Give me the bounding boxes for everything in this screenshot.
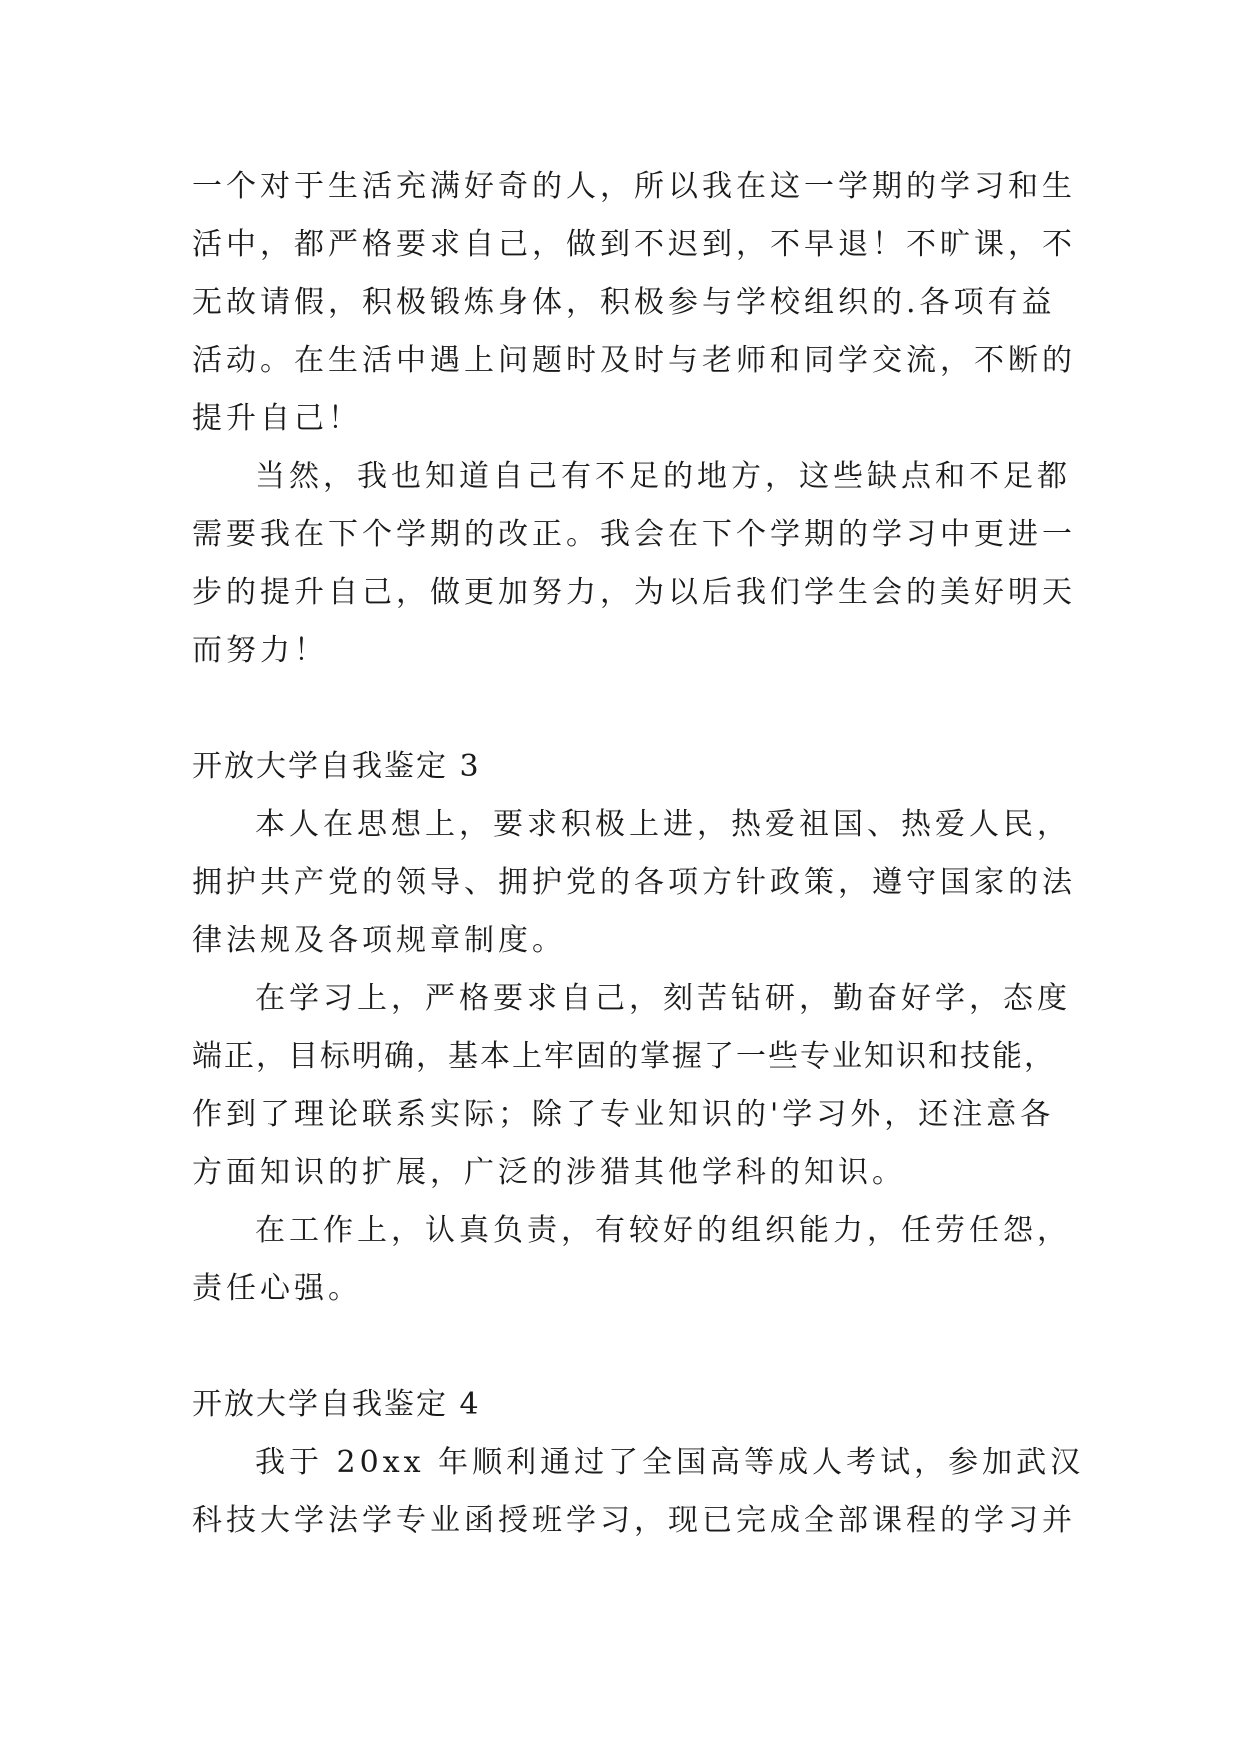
text-line: 我于 20xx 年顺利通过了全国高等成人考试，参加武汉 — [255, 1445, 1085, 1480]
text-line: 责任心强。 — [192, 1271, 362, 1306]
paragraph-life — [192, 158, 1076, 448]
paragraph-shortcomings — [192, 448, 1076, 680]
text-line: 活中，都严格要求自己，做到不迟到，不早退！不旷课，不 — [192, 227, 1076, 262]
section-spacer — [192, 680, 1054, 738]
section-heading: 开放大学自我鉴定 3 — [192, 749, 481, 784]
paragraph-study — [192, 970, 1071, 1202]
text-line: 律法规及各项规章制度。 — [192, 923, 566, 958]
text-line: 方面知识的扩展，广泛的涉猎其他学科的知识。 — [192, 1155, 906, 1190]
section-3 — [192, 738, 1076, 1318]
text-line: 步的提升自己，做更加努力，为以后我们学生会的美好明天 — [192, 575, 1076, 610]
text-line: 需要我在下个学期的改正。我会在下个学期的学习中更进一 — [192, 517, 1076, 552]
text-line: 端正，目标明确，基本上牢固的掌握了一些专业知识和技能， — [192, 1039, 1056, 1074]
text-line: 而努力！ — [192, 633, 328, 668]
document-body — [192, 158, 1085, 1550]
text-line: 无故请假，积极锻炼身体，积极参与学校组织的.各项有益 — [192, 285, 1056, 320]
section-heading: 开放大学自我鉴定 4 — [192, 1387, 481, 1422]
paragraph-work — [192, 1202, 1071, 1318]
text-line: 本人在思想上，要求积极上进，热爱祖国、热爱人民， — [255, 807, 1071, 842]
section-spacer — [192, 1318, 1054, 1376]
text-line: 在工作上，认真负责，有较好的组织能力，任劳任怨， — [255, 1213, 1071, 1248]
text-line: 拥护共产党的领导、拥护党的各项方针政策，遵守国家的法 — [192, 865, 1076, 900]
paragraph-exam — [192, 1434, 1085, 1550]
section-4 — [192, 1376, 1085, 1550]
text-line: 活动。在生活中遇上问题时及时与老师和同学交流，不断的 — [192, 343, 1076, 378]
text-line: 提升自己！ — [192, 401, 362, 436]
text-line: 在学习上，严格要求自己，刻苦钻研，勤奋好学，态度 — [255, 981, 1071, 1016]
text-line: 科技大学法学专业函授班学习，现已完成全部课程的学习并 — [192, 1503, 1076, 1538]
text-line: 当然，我也知道自己有不足的地方，这些缺点和不足都 — [255, 459, 1071, 494]
text-line: 一个对于生活充满好奇的人，所以我在这一学期的学习和生 — [192, 169, 1076, 204]
text-line: 作到了理论联系实际；除了专业知识的'学习外，还注意各 — [192, 1097, 1055, 1132]
paragraph-thought — [192, 796, 1076, 970]
